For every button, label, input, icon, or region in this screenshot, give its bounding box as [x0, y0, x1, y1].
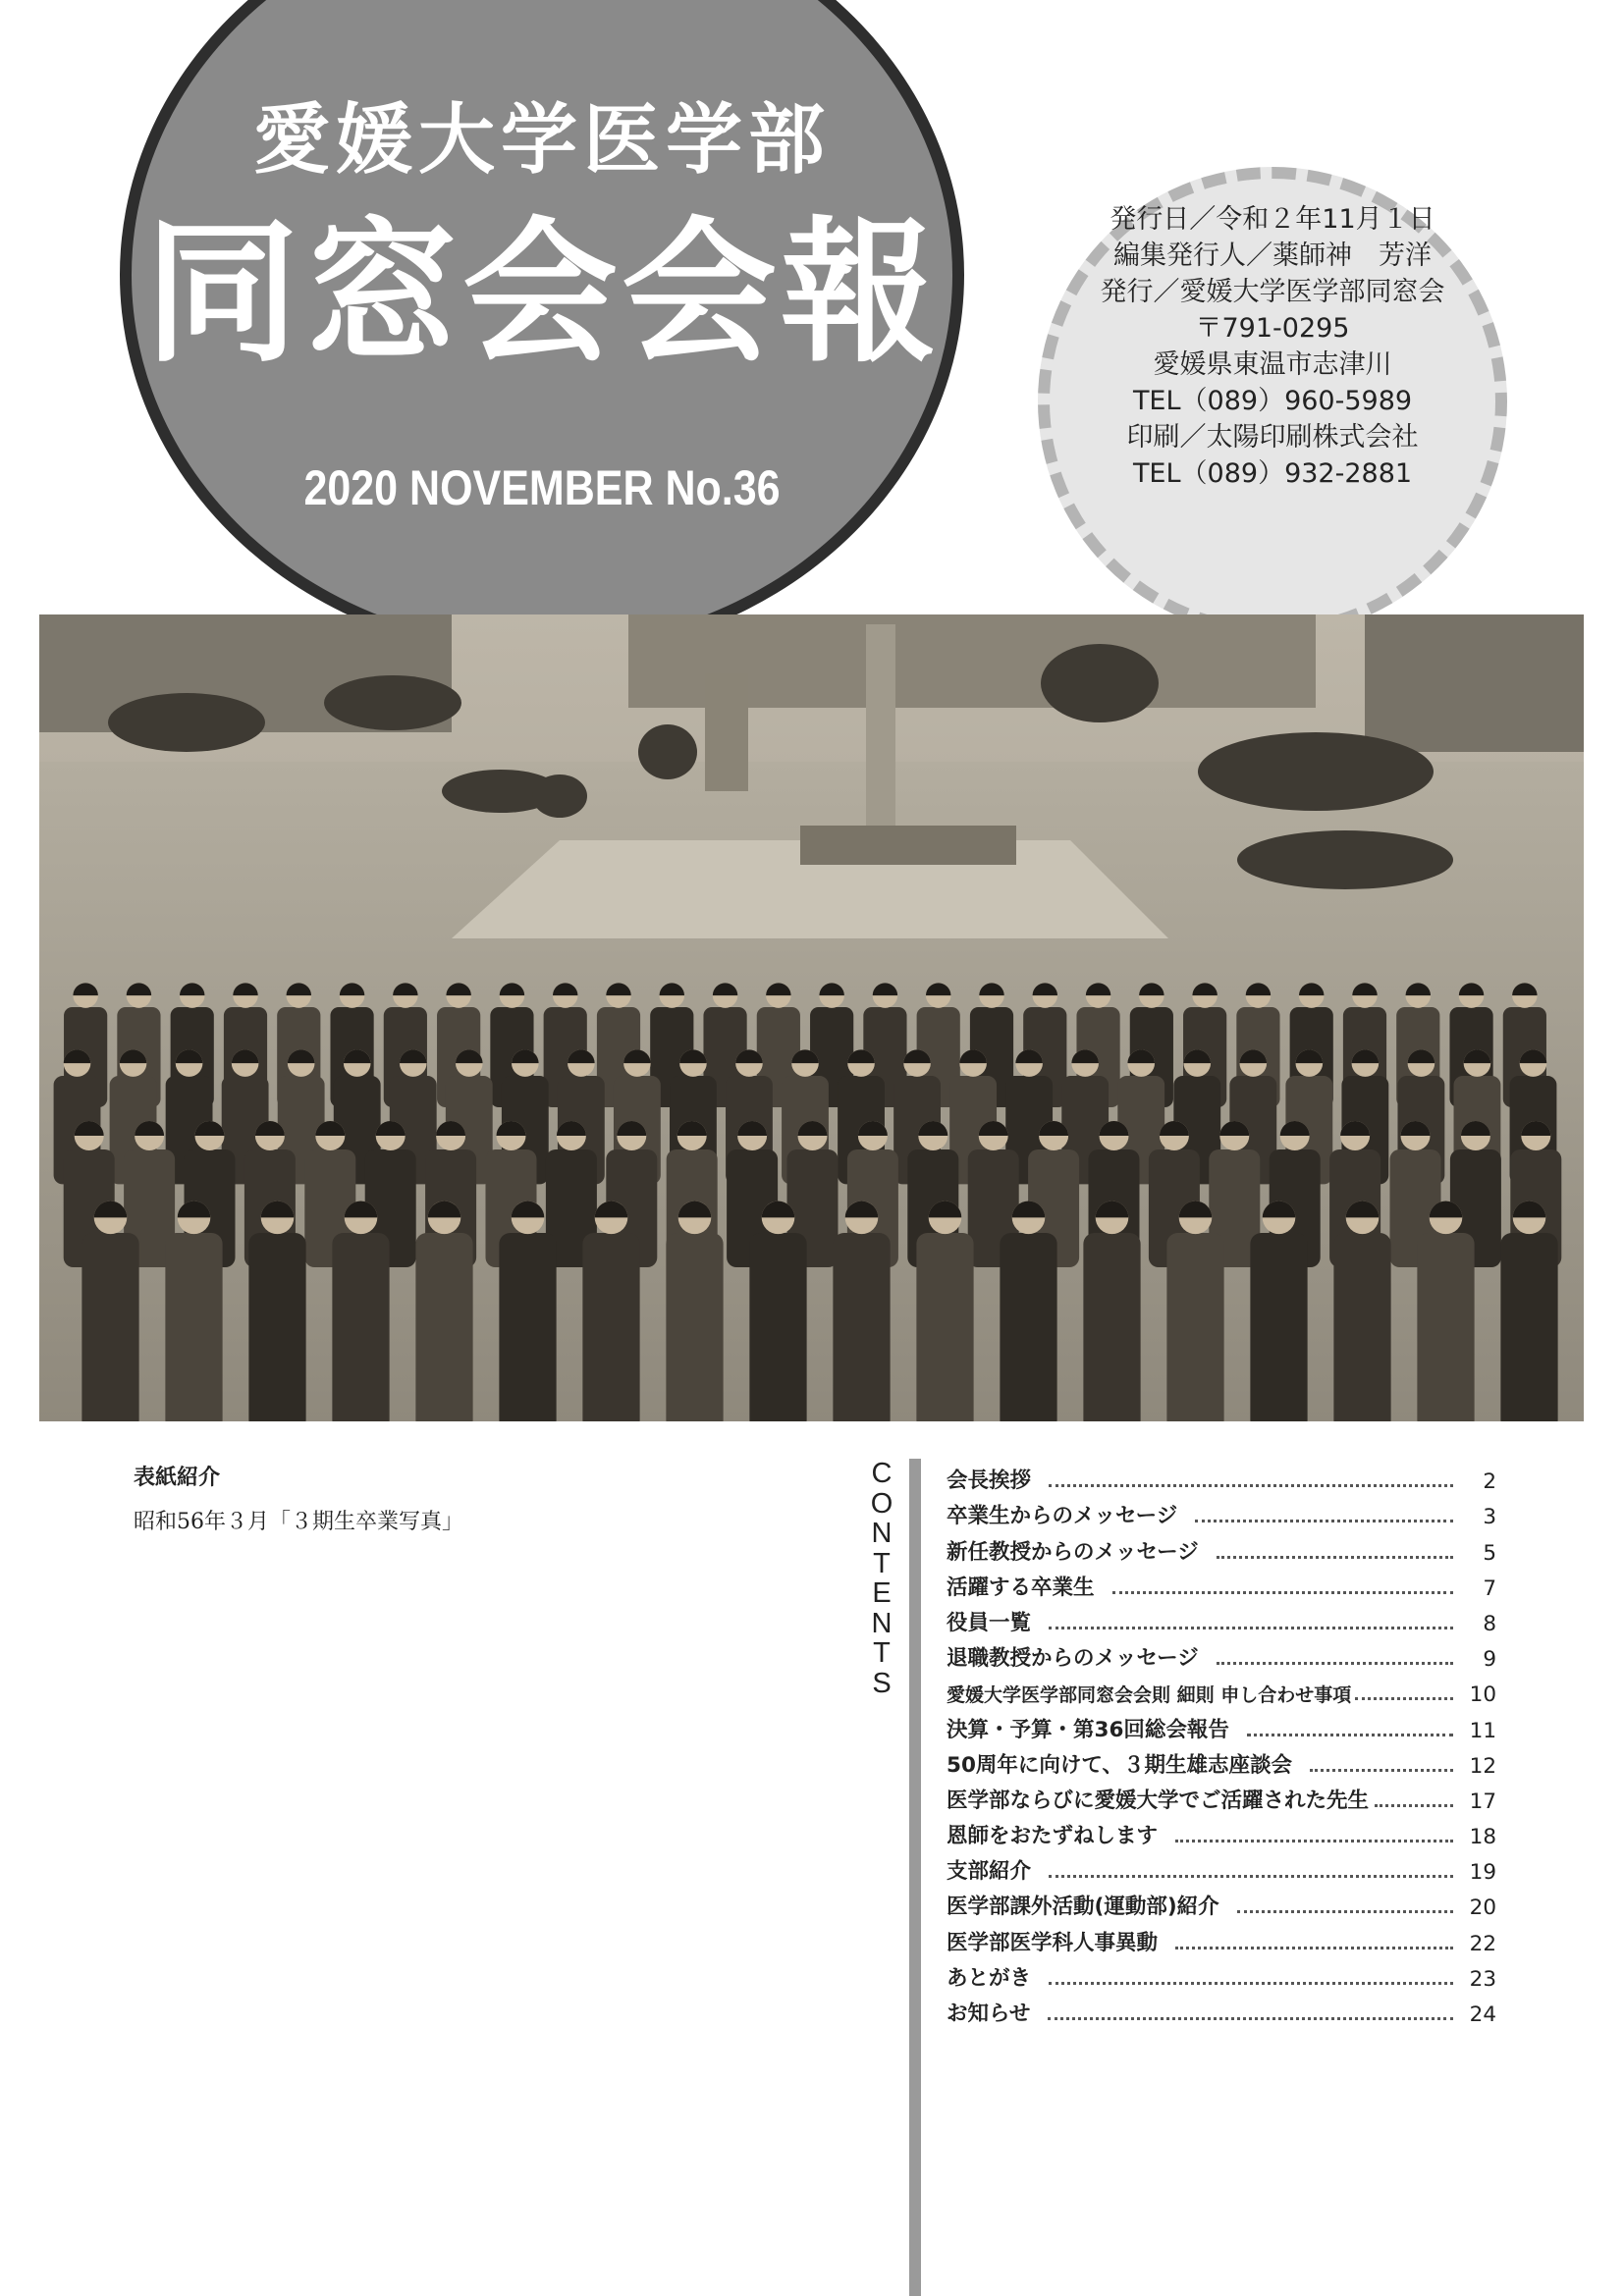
- toc-page: 20: [1469, 1896, 1496, 1921]
- contents-letter: T: [873, 1637, 891, 1669]
- info-line: TEL（089）960-5989: [1132, 386, 1413, 416]
- toc-item[interactable]: [947, 1920, 1496, 1955]
- toc-item[interactable]: [947, 1885, 1496, 1920]
- publication-info: [1038, 201, 1507, 492]
- toc-page: 2: [1483, 1469, 1496, 1495]
- toc-leader: [1175, 1947, 1453, 1949]
- info-line: TEL（089）932-2881: [1132, 458, 1413, 489]
- toc-item[interactable]: [947, 1672, 1496, 1707]
- title-newsletter: 同窓会会報: [144, 203, 940, 384]
- toc-leader: [1049, 1627, 1453, 1629]
- info-line: 編集発行人／薬師神 芳洋: [1113, 240, 1432, 271]
- contents-letter: O: [870, 1487, 893, 1520]
- toc-leader: [1049, 1982, 1453, 1985]
- toc-page: 9: [1483, 1647, 1496, 1673]
- toc-item[interactable]: [947, 1779, 1496, 1814]
- toc-title: 愛媛大学医学部同窓会会則 細則 申し合わせ事項: [947, 1684, 1352, 1707]
- toc-title: 会長挨拶: [947, 1468, 1032, 1494]
- toc-leader: [1049, 1875, 1453, 1878]
- toc-leader: [1355, 1697, 1453, 1700]
- issue-label: 2020 NOVEMBER No.36: [303, 460, 781, 515]
- toc-title: 医学部ならびに愛媛大学でご活躍された先生: [947, 1788, 1370, 1813]
- toc-leader: [1048, 2017, 1453, 2020]
- toc-title: 決算・予算・第36回総会報告: [947, 1717, 1229, 1742]
- toc-leader: [1310, 1769, 1453, 1772]
- contents-letter: S: [872, 1667, 892, 1699]
- contents-letter: C: [871, 1458, 893, 1489]
- toc-item[interactable]: [947, 1743, 1496, 1779]
- toc-page: 22: [1469, 1931, 1496, 1956]
- toc-page: 19: [1469, 1860, 1496, 1886]
- toc-title: お知らせ: [947, 2002, 1031, 2026]
- toc-leader: [1049, 1484, 1453, 1487]
- toc-title: あとがき: [947, 1965, 1032, 1991]
- info-line: 愛媛県東温市志津川: [1153, 349, 1392, 380]
- toc-item[interactable]: [947, 1566, 1496, 1601]
- toc-leader: [1217, 1662, 1453, 1665]
- toc-leader: [1375, 1804, 1453, 1807]
- toc-title: 医学部医学科人事異動: [947, 1930, 1159, 1955]
- toc-title: 活躍する卒業生: [947, 1575, 1095, 1600]
- toc-title: 卒業生からのメッセージ: [947, 1504, 1178, 1529]
- toc-page: 23: [1469, 1966, 1496, 1992]
- toc-item[interactable]: [947, 1814, 1496, 1849]
- cover-heading: 表紙紹介: [134, 1466, 221, 1490]
- toc-leader: [1175, 1840, 1453, 1842]
- contents-divider: [909, 1459, 921, 2296]
- toc-item[interactable]: [947, 1636, 1496, 1672]
- toc-item[interactable]: [947, 1956, 1496, 1992]
- cover-photo: [39, 614, 1584, 1421]
- toc-item[interactable]: [947, 1494, 1496, 1529]
- toc-leader: [1247, 1734, 1453, 1736]
- toc-page: 5: [1483, 1540, 1496, 1566]
- toc-leader: [1217, 1556, 1453, 1559]
- contents-letter: E: [872, 1577, 892, 1609]
- title-university: 愛媛大学医学部: [252, 95, 831, 185]
- table-of-contents: [947, 1459, 1496, 2027]
- toc-page: 18: [1469, 1825, 1496, 1850]
- toc-item[interactable]: [947, 1459, 1496, 1494]
- contents-label: [864, 1459, 899, 1698]
- toc-leader: [1195, 1520, 1453, 1522]
- info-line: 〒791-0295: [1195, 313, 1350, 344]
- toc-title: 新任教授からのメッセージ: [947, 1539, 1199, 1565]
- toc-page: 7: [1483, 1575, 1496, 1601]
- toc-leader: [1237, 1910, 1453, 1913]
- toc-page: 24: [1469, 2002, 1496, 2027]
- toc-title: 退職教授からのメッセージ: [947, 1646, 1199, 1672]
- toc-item[interactable]: [947, 1601, 1496, 1636]
- info-line: 発行／愛媛大学医学部同窓会: [1100, 277, 1445, 307]
- toc-page: 8: [1483, 1611, 1496, 1636]
- toc-page: 11: [1469, 1718, 1496, 1743]
- toc-item[interactable]: [947, 1529, 1496, 1565]
- contents-letter: N: [871, 1607, 893, 1639]
- cover-caption: 昭和56年３月「３期生卒業写真」: [134, 1510, 463, 1534]
- contents-letter: T: [873, 1547, 891, 1579]
- info-line: 発行日／令和２年11月１日: [1110, 204, 1435, 235]
- toc-leader: [1112, 1591, 1453, 1594]
- toc-title: 支部紹介: [947, 1859, 1032, 1885]
- toc-title: 50周年に向けて、３期生雄志座談会: [947, 1752, 1292, 1778]
- toc-title: 恩師をおたずねします: [947, 1824, 1159, 1849]
- toc-page: 12: [1469, 1753, 1496, 1779]
- toc-page: 10: [1469, 1682, 1496, 1708]
- toc-page: 3: [1483, 1505, 1496, 1530]
- toc-item[interactable]: [947, 1992, 1496, 2027]
- info-line: 印刷／太陽印刷株式会社: [1126, 422, 1419, 453]
- toc-page: 17: [1469, 1789, 1496, 1814]
- contents-letter: N: [871, 1518, 893, 1549]
- toc-item[interactable]: [947, 1849, 1496, 1885]
- toc-item[interactable]: [947, 1707, 1496, 1742]
- toc-title: 医学部課外活動(運動部)紹介: [947, 1895, 1219, 1920]
- toc-title: 役員一覧: [947, 1610, 1032, 1635]
